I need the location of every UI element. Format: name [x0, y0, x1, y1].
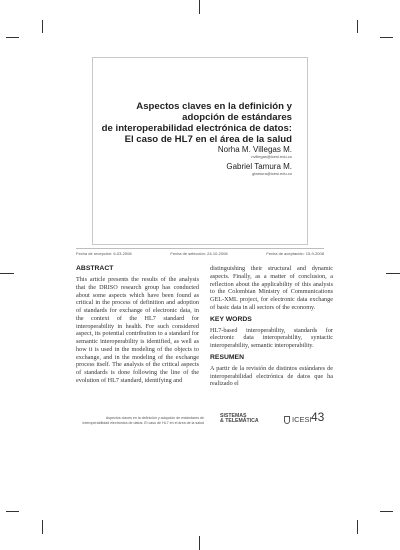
dates-bar	[76, 248, 324, 256]
title-line: Aspectos claves en la definición y	[136, 101, 292, 112]
running-footer	[76, 416, 204, 426]
date-accepted: Fecha de aceptación: 15-9-2008	[266, 251, 324, 256]
title-line: adopción de estándares	[182, 112, 292, 123]
author-email: nvillegas@icesi.edu.co	[251, 154, 292, 159]
crop-mark-right-middle-horizontal	[386, 273, 400, 274]
journal-logo	[220, 414, 262, 425]
abstract-heading: ABSTRACT	[76, 265, 114, 272]
crop-mark-top-left-vertical	[42, 20, 43, 33]
journal-logo-line: & TELEMÁTICA	[220, 418, 259, 425]
keywords-text: HL7-based interoperability, standards for electronic data interoperability, syntactic interoperability, semantic interoperability.	[210, 326, 333, 349]
crop-mark-top-center-vertical	[199, 0, 200, 14]
author-name: Gabriel Tamura M.	[226, 162, 292, 171]
right-column	[210, 265, 333, 388]
journal-logo-line: SISTEMAS	[220, 413, 247, 419]
footer-line: interoperabilidad electrónica de datos: El caso de HL7 en el área de la salud	[82, 421, 204, 425]
crop-mark-bottom-left-vertical	[42, 520, 43, 534]
crop-mark-top-right-horizontal	[380, 37, 393, 38]
keywords-heading: KEY WORDS	[210, 315, 252, 323]
crop-mark-left-middle-horizontal	[0, 273, 14, 274]
university-logo	[284, 415, 312, 424]
crop-mark-bottom-right-vertical	[357, 520, 358, 534]
crop-mark-bottom-right-horizontal	[380, 511, 393, 512]
author-block	[226, 162, 292, 176]
date-received: Fecha de recepción: 6-03-2008	[76, 251, 132, 256]
author-email: gtamura@icesi.edu.co	[252, 171, 292, 176]
resumen-heading: RESUMEN	[210, 353, 244, 361]
crop-mark-bottom-left-horizontal	[6, 511, 19, 512]
shield-icon	[284, 416, 290, 424]
author-block	[218, 145, 292, 159]
abstract-continued-text: distinguishing their structural and dynamic aspects. Finally, as a matter of conclusion, a reflection about the applicability of this analysis to the Colombian Ministry of Communications GEL-XML project, for electronic data exchange of basic data in all sectors of the economy.	[210, 265, 333, 311]
page-number: 43	[311, 410, 325, 424]
footer-line: Aspectos claves en la definición y adopción de estándares de	[105, 416, 204, 420]
crop-mark-top-left-horizontal	[6, 37, 19, 38]
article-title	[42, 101, 292, 145]
left-column	[76, 265, 199, 385]
resumen-text: A partir de la revisión de distintos estándares de interoperabilidad electrónica de datos que ha realizado el	[210, 364, 333, 388]
title-line: de interoperabilidad electrónica de datos:	[101, 123, 292, 134]
date-selected: Fecha de selección: 24-10-2008	[170, 251, 228, 256]
title-line: El caso de HL7 en el área de la salud	[124, 134, 292, 145]
author-name: Norha M. Villegas M.	[217, 145, 292, 154]
crop-mark-bottom-center-vertical	[199, 536, 200, 550]
abstract-text: This article presents the results of the analysis that the DRISO research group has conducted about some aspects which have been found as critical in the process of definition and adoption of standards for exchange of electronic data, in the context of the HL7 standard for interoperability in health. For such considered aspect, its potential contribution to a standard for semantic interoperability is identified, as well as how it is used in the modeling of the objects to exchange, and in the modeling of the exchange process itself. The analysis of the critical aspects of standards is done following the line of the evolution of HL7 standard, identifying and	[76, 276, 199, 384]
university-name: ICESI	[292, 415, 312, 424]
crop-mark-top-right-vertical	[357, 20, 358, 33]
